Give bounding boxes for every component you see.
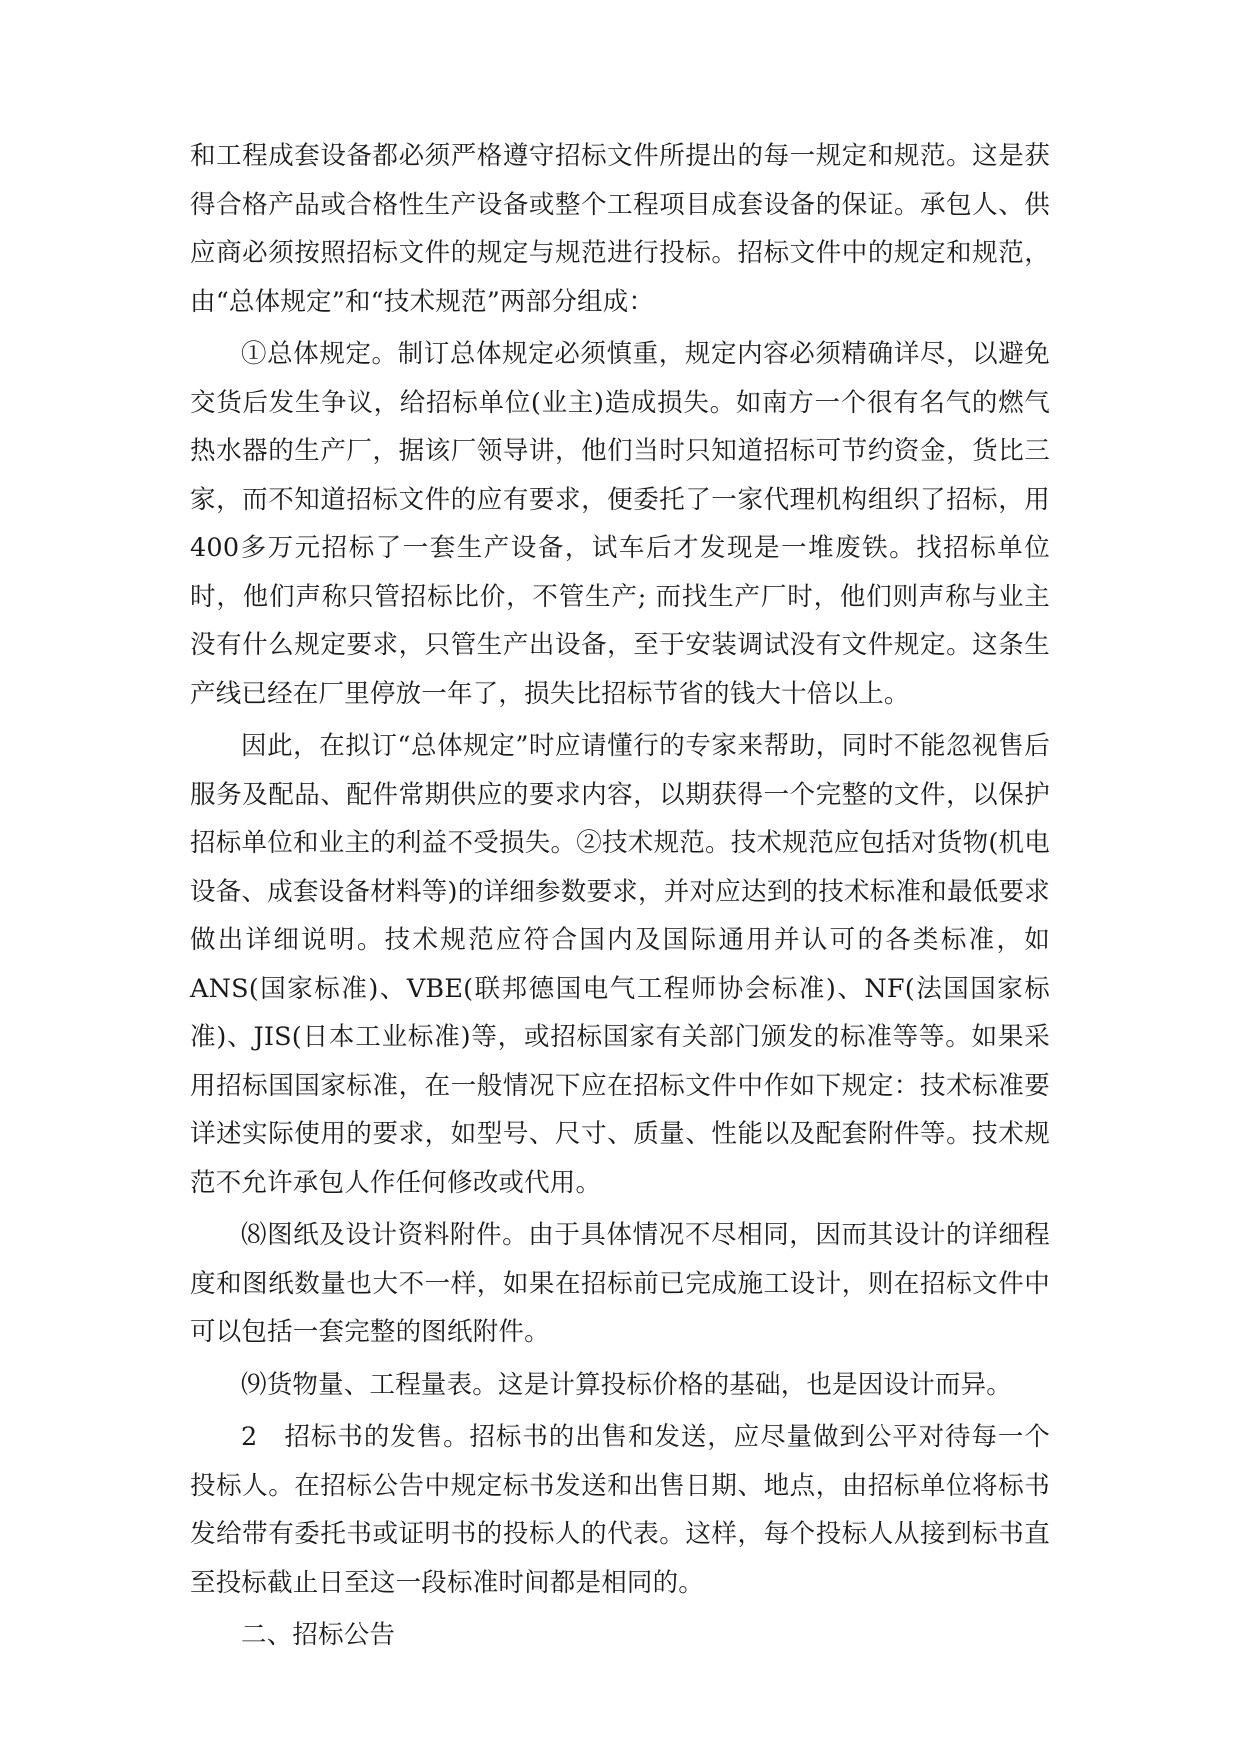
paragraph-quantity-table: ⑼货物量、工程量表。这是计算投标价格的基础，也是因设计而异。 (241, 1369, 1013, 1400)
paragraph-technical-specifications: 因此，在拟订“总体规定”时应请懂行的专家来帮助，同时不能忽视售后服务及配品、配件常期供应的要求内容，以期获得一个完整的文件，以保护招标单位和业主的利益不受损失。②技术规范。技术规范应包括对货物(机电设备、成套设备材料等)的详细参数要求，并对应达到的技术标准和最低要求做出详细说明。技术规范应符合国内及国际通用并认可的各类标准，如ANS(国家标准)、VBE(联邦德国电气工程师协会标准)、NF(法国国家标准)、JIS(日本工业标准)等，或招标国家有关部门颁发的标准等等。如果采用招标国国家标准，在一般情况下应在招标文件中作如下规定：技术标准要详述实际使用的要求，如型号、尺寸、质量、性能以及配套附件等。技术规范不允许承包人作任何修改或代用。 (190, 731, 1050, 1198)
section-heading-tender-notice: 二、招标公告 (241, 1620, 396, 1650)
paragraph-continuation: 和工程成套设备都必须严格遵守招标文件所提出的每一规定和规范。这是获得合格产品或合格性生产设备或整个工程项目成套设备的保证。承包人、供应商必须按照招标文件的规定与规范进行投标。招标文件中的规定和规范，由“总体规定”和“技术规范”两部分组成： (190, 141, 1050, 317)
paragraph-drawings-attachments: ⑻图纸及设计资料附件。由于具体情况不尽相同，因而其设计的详细程度和图纸数量也大不一样，如果在招标前已完成施工设计，则在招标文件中可以包括一套完整的图纸附件。 (190, 1220, 1050, 1347)
document-body (190, 132, 1050, 1660)
paragraph-tender-sale: 2 招标书的发售。招标书的出售和发送，应尽量做到公平对待每一个投标人。在招标公告中规定标书发送和出售日期、地点，由招标单位将标书发给带有委托书或证明书的投标人的代表。这样，每个投标人从接到标书直至投标截止日至这一段标准时间都是相同的。 (190, 1422, 1050, 1598)
paragraph-general-provisions: ①总体规定。制订总体规定必须慎重，规定内容必须精确详尽，以避免交货后发生争议，给招标单位(业主)造成损失。如南方一个很有名气的燃气热水器的生产厂，据该厂领导讲，他们当时只知道招标可节约资金，货比三家，而不知道招标文件的应有要求，便委托了一家代理机构组织了招标，用400多万元招标了一套生产设备，试车后才发现是一堆废铁。找招标单位时，他们声称只管招标比价，不管生产; 而找生产厂时，他们则声称与业主没有什么规定要求，只管生产出设备，至于安装调试没有文件规定。这条生产线已经在厂里停放一年了，损失比招标节省的钱大十倍以上。 (190, 339, 1050, 709)
